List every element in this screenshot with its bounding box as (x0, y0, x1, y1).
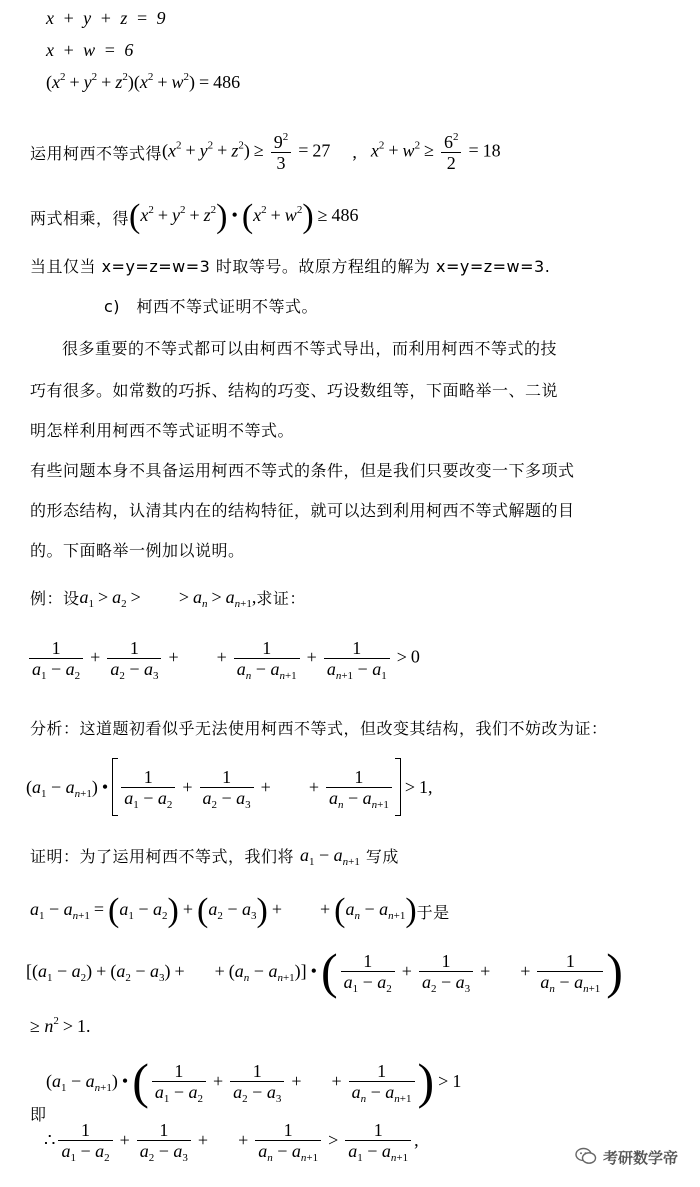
paragraph-1-line-3: 明怎样利用柯西不等式证明不等式。 (30, 421, 295, 440)
ji-text: 即 (30, 1105, 47, 1124)
yushi-text: 于是 (416, 902, 450, 922)
analysis-text: 分析：这道题初看似乎无法使用柯西不等式，但改变其结构，我们不妨改为证： (30, 719, 608, 738)
watermark-text: 考研数学帝 (602, 1148, 678, 1167)
watermark (575, 1147, 678, 1170)
decomposition-line: $a_1 - a_{n+1} = (a_1 - a_2) + (a_2 - a_3)$ + + $(a_n - a_{n+1})$ 于是 (30, 892, 450, 929)
paragraph-2-line-2: 的形态结构，认清其内在的结构特征，就可以达到利用柯西不等式解题的目 (30, 501, 575, 520)
conclusion-inequality: ∴ $\frac{1}{a_1 - a_2}$ + $\frac{1}{a_2 - a_3}$ + + $\frac{1}{a_n - a_{n+1}}$ > $\frac{1}{a_1 - a_{n+1}}$ , (44, 1120, 419, 1164)
multiply-line: 两式相乘，得 $(x^2 + y^2 + z^2)$ • $(x^2 + w^2) \ge 486$ (30, 198, 359, 235)
example-suffix: 求证： (256, 589, 306, 608)
cauchy-application-line: 运用柯西不等式得 $(x^2 + y^2 + z^2)$ ≥ $\frac{9^2}{3}$ = 27 , $x^2 + w^2$ ≥ $\frac{6^2}{2}$ = 18 (30, 130, 501, 173)
example-prefix: 例：设 (30, 589, 80, 608)
analysis-inequality: $(a_1 - a_{n+1})$ • $\frac{1}{a_1 - a_2}$ + $\frac{1}{a_2 - a_3}$ + + $\frac{1}{a_n - a_{n+1}}$ > 1, (26, 758, 433, 816)
example-inequality: $\frac{1}{a_1 - a_2}$ + $\frac{1}{a_2 - a_3}$ + + $\frac{1}{a_n - a_{n+1}}$ + $\frac{1}{a_{n+1} - a_1}$ > 0 (26, 638, 420, 679)
paragraph-2-line-1: 有些问题本身不具备运用柯西不等式的条件，但是我们只要改变一下多项式 (30, 461, 575, 480)
n-squared-line: ≥ $n^2 > 1$. (30, 1015, 91, 1036)
section-c-heading: c) 柯西不等式证明不等式。 (104, 297, 319, 316)
equation-2: x + w = 6 (46, 40, 134, 60)
equality-text: 当且仅当 x=y=z=w=3 时取等号。故原方程组的解为 x=y=z=w=3. (30, 257, 551, 276)
proof-prefix: 证明：为了运用柯西不等式，我们将 (30, 847, 295, 866)
wechat-icon (575, 1147, 597, 1169)
proof-intro-line: 证明：为了运用柯西不等式，我们将 $a_1 - a_{n+1}$ 写成 (30, 845, 399, 868)
paragraph-2-line-3: 的。下面略举一例加以说明。 (30, 541, 245, 560)
multiply-text: 两式相乘，得 (30, 208, 130, 228)
restated-inequality: $(a_1 - a_{n+1})$ • ( $\frac{1}{a_1 - a_2}$ + $\frac{1}{a_2 - a_3}$ + + $\frac{1}{a_n - a_{n+1}}$ ) > 1 (46, 1053, 462, 1109)
paragraph-1-line-2: 巧有很多。如常数的巧拆、结构的巧变、巧设数组等，下面略举一、二说 (30, 381, 559, 400)
proof-suffix: 写成 (365, 847, 399, 866)
apply-text: 运用柯西不等式得 (30, 143, 163, 163)
paragraph-1-line-1: 很多重要的不等式都可以由柯西不等式导出，而利用柯西不等式的技 (62, 339, 558, 358)
example-line: 例：设 $a_1 > a_2$ > > $a_n > a_{n+1}$, 求证： (30, 587, 306, 610)
equation-3: $(x^2 + y^2 + z^2)(x^2 + w^2) = 486$ (46, 71, 241, 92)
product-line: [$(a_1 - a_2) + (a_2 - a_3)$ + + $(a_n - a_{n+1})$] • ( $\frac{1}{a_1 - a_2}$ + $\frac{1}{a_2 - a_3}$ + + $\frac{1}{a_n - a_{n+1}}$ ) (26, 943, 623, 999)
equation-1: x + y + z = 9 (46, 8, 166, 28)
